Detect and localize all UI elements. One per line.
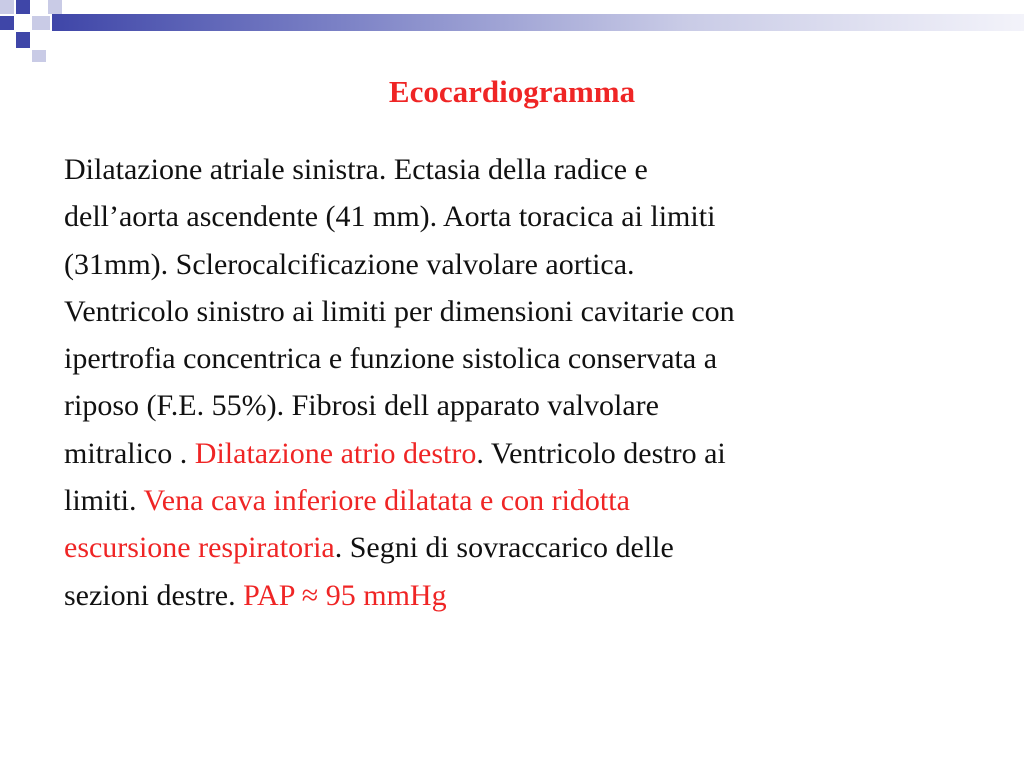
deco-square	[32, 50, 46, 62]
decorative-header	[0, 0, 1024, 70]
deco-square	[16, 32, 30, 48]
deco-square	[0, 0, 14, 14]
text-line	[64, 382, 964, 429]
text-line	[64, 288, 964, 335]
text-segment: limiti.	[64, 484, 144, 518]
text-line	[64, 146, 964, 193]
header-gradient-bar	[52, 14, 1024, 31]
text-segment: . Ventricolo destro ai	[476, 436, 726, 470]
deco-square	[48, 0, 62, 14]
highlighted-text: escursione respiratoria	[64, 531, 335, 565]
text-line	[64, 572, 964, 619]
text-line	[64, 335, 964, 382]
text-line	[64, 477, 964, 524]
text-line	[64, 430, 964, 477]
text-segment: dell’aorta ascendente (41 mm). Aorta toracica ai limiti	[64, 200, 716, 234]
deco-square	[32, 32, 50, 48]
slide-title: Ecocardiogramma	[388, 74, 636, 109]
text-segment: Ventricolo sinistro ai limiti per dimensioni cavitarie con	[64, 294, 735, 328]
report-text	[64, 146, 964, 619]
text-segment: riposo (F.E. 55%). Fibrosi dell apparato valvolare	[64, 389, 659, 423]
text-segment: ipertrofia concentrica e funzione sistolica conservata a	[64, 342, 718, 376]
text-segment: Dilatazione atriale sinistra. Ectasia della radice e	[64, 153, 648, 186]
text-segment: (31mm). Sclerocalcificazione valvolare aortica.	[64, 247, 635, 281]
deco-square	[16, 16, 30, 30]
highlighted-text: PAP ≈ 95 mmHg	[243, 578, 447, 612]
text-line	[64, 193, 964, 240]
text-segment: sezioni destre.	[64, 578, 244, 612]
text-line	[64, 524, 964, 571]
deco-square	[0, 16, 14, 30]
highlighted-text: Dilatazione atrio destro	[194, 436, 477, 470]
deco-square	[32, 16, 50, 30]
text-segment: mitralico .	[64, 436, 195, 470]
highlighted-text: Vena cava inferiore dilatata e con ridotta	[143, 484, 630, 518]
text-line	[64, 241, 964, 288]
text-segment: . Segni di sovraccarico delle	[334, 531, 674, 565]
deco-square	[16, 0, 30, 14]
